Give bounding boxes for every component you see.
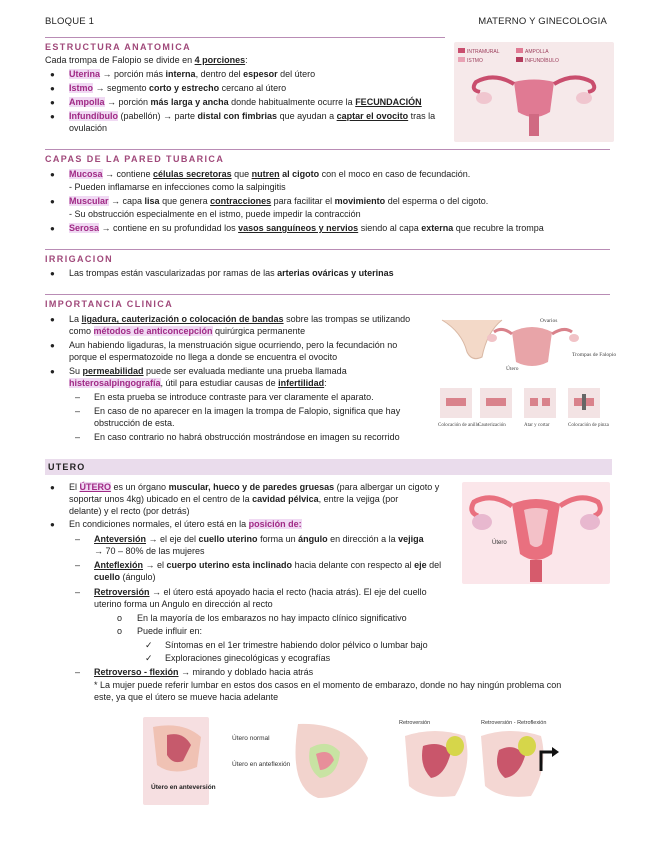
fig-label-retroversion: Retroversión bbox=[399, 720, 431, 726]
s5-note: * La mujer puede referir lumbar en estos dos casos en el momento de embarazo, donde no hay ningún problema con bbox=[94, 680, 562, 690]
bullet-icon: ● bbox=[50, 170, 55, 179]
bullet-icon: ● bbox=[50, 315, 55, 324]
fig-label-utero-main: Útero bbox=[492, 540, 507, 546]
section-rule bbox=[45, 149, 610, 150]
fig-label-ovarios: Ovarios bbox=[540, 318, 558, 324]
fig-label-retroflexion: Retroversión - Retroflexión bbox=[481, 720, 547, 726]
s5-item-posicion: En condiciones normales, el útero está en la posición de: bbox=[69, 519, 302, 529]
bullet-icon: ● bbox=[50, 367, 55, 376]
check-icon: ✓ bbox=[145, 640, 153, 650]
bullet-icon: ● bbox=[50, 269, 55, 278]
s4-dash-2: En caso de no aparecer en la imagen la trompa de Falopio, significa que hay bbox=[94, 406, 401, 416]
s4-dash-1: En esta prueba se introduce contraste para ver claramente el aparato. bbox=[94, 392, 374, 402]
s5-anteflexion: Anteflexión → el cuerpo uterino esta inclinado hacia delante con respecto al eje del bbox=[94, 560, 442, 570]
s2-item-muscular-sub: - Su obstrucción especialmente en el istmo, puede impedir la contracción bbox=[69, 209, 361, 219]
bullet-icon: ● bbox=[50, 98, 55, 107]
fig-label-trompas: Trompas de Falopio bbox=[572, 352, 617, 358]
s4-item-menstruacion: Aun habiendo ligaduras, la menstruación sigue ocurriendo, pero la fecundación no bbox=[69, 340, 398, 350]
s4-item-menstruacion-cont: porque el espermatozoide no llega a donde se encuentra el ovocito bbox=[69, 352, 338, 362]
dash-icon: – bbox=[75, 406, 81, 416]
dash-icon: – bbox=[75, 534, 81, 544]
s5-item-utero-cont: soportar unos 4kg) ubicado en el centro de la cavidad pélvica, entre la vejiga (por bbox=[69, 494, 399, 504]
bullet-icon: ● bbox=[50, 197, 55, 206]
section-title-utero: UTERO bbox=[48, 462, 86, 472]
s4-dash-3: En caso contrario no habrá obstrucción mostrándose en imagen su recorrido bbox=[94, 432, 400, 442]
s5-check-1: Síntomas en el 1er trimestre habiendo dolor pélvico o lumbar bajo bbox=[165, 640, 428, 650]
fig-label-cauterizacion: Cauterización bbox=[478, 423, 506, 428]
s4-item-ligadura: La ligadura, cauterización o colocación de bandas sobre las trompas se utilizando bbox=[69, 314, 411, 324]
s5-anteversion-cont: → 70 – 80% de las mujeres bbox=[94, 546, 205, 556]
dash-icon: – bbox=[75, 432, 81, 442]
retroversion-image bbox=[395, 716, 555, 806]
fig-label-normal: Útero normal bbox=[232, 735, 270, 742]
dash-icon: – bbox=[75, 667, 81, 677]
section-rule bbox=[45, 294, 610, 295]
fig-label-atar: Atar y cortar bbox=[524, 423, 550, 428]
fig-label-utero: Útero bbox=[506, 366, 519, 372]
header-left: BLOQUE 1 bbox=[45, 16, 95, 27]
bullet-icon: ● bbox=[50, 70, 55, 79]
s1-item-istmo: Istmo → segmento corto y estrecho cercano al útero bbox=[69, 83, 287, 93]
s4-item-ligadura-cont: como métodos de anticoncepción quirúrgica permanente bbox=[69, 326, 306, 336]
circle-bullet-icon: o bbox=[117, 626, 123, 636]
s5-anteversion: Anteversión → el eje del cuello uterino forma un ángulo en dirección a la vejiga bbox=[94, 534, 424, 544]
s2-item-mucosa: Mucosa → contiene células secretoras que nutren al cigoto con el moco en caso de fecundación. bbox=[69, 169, 471, 179]
arrow-icon bbox=[538, 744, 560, 772]
legend-ampolla: AMPOLLA bbox=[525, 49, 549, 55]
header-right: MATERNO Y GINECOLOGIA bbox=[478, 16, 607, 27]
bullet-icon: ● bbox=[50, 483, 55, 492]
s1-intro: Cada trompa de Falopio se divide en 4 porciones: bbox=[45, 55, 248, 65]
s4-item-permeabilidad-cont: histerosalpingografía, útil para estudiar causas de infertilidad: bbox=[69, 378, 327, 388]
section-band bbox=[45, 459, 612, 475]
fig-label-pinza: Colocación de pinza bbox=[568, 423, 609, 428]
section-title-capas: CAPAS DE LA PARED TUBARICA bbox=[45, 154, 225, 164]
legend-istmo: ISTMO bbox=[467, 58, 483, 64]
s2-item-muscular: Muscular → capa lisa que genera contracciones para facilitar el movimiento del esperma o del cigoto. bbox=[69, 196, 489, 206]
circle-bullet-icon: o bbox=[117, 613, 123, 623]
dash-icon: – bbox=[75, 587, 81, 597]
s5-retroflexion: Retroverso - flexión → mirando y doblado hacia atrás bbox=[94, 667, 314, 677]
anteversion-image bbox=[143, 717, 216, 805]
s5-retro-sub-2: Puede influir en: bbox=[137, 626, 203, 636]
s1-item-infundibulo: Infundíbulo (pabellón) → parte distal con fimbrias que ayudan a captar el ovocito tras la bbox=[69, 111, 436, 121]
fig-label-anillo: Colocación de anillo bbox=[438, 423, 480, 428]
section-title-importancia: IMPORTANCIA CLINICA bbox=[45, 299, 174, 309]
bullet-icon: ● bbox=[50, 84, 55, 93]
bullet-icon: ● bbox=[50, 224, 55, 233]
section-rule bbox=[45, 249, 610, 250]
s1-item-uterina: Uterina → porción más interna, dentro del espesor del útero bbox=[69, 69, 316, 79]
bullet-icon: ● bbox=[50, 520, 55, 529]
s5-retroversion-cont: uterino forma un Angulo en dirección al recto bbox=[94, 599, 273, 609]
s1-item-infundibulo-cont: ovulación bbox=[69, 123, 108, 133]
s5-check-2: Exploraciones ginecológicas y ecografías bbox=[165, 653, 331, 663]
s1-item-ampolla: Ampolla → porción más larga y ancha donde habitualmente ocurre la FECUNDACIÓN bbox=[69, 97, 422, 107]
anteflexion-image bbox=[228, 718, 376, 804]
fig-label-anteversion: Útero en anteversión bbox=[151, 784, 216, 791]
s5-note-cont: este, ya que el útero se mueve hacia adelante bbox=[94, 692, 279, 702]
check-icon: ✓ bbox=[145, 653, 153, 663]
legend-infundibulo: INFUNDÍBULO bbox=[525, 58, 559, 64]
uterus-image bbox=[462, 482, 610, 584]
sterilization-methods-image bbox=[432, 312, 617, 442]
section-title-irrigacion: IRRIGACION bbox=[45, 254, 113, 264]
s5-item-utero: El ÚTERO es un órgano muscular, hueco y de paredes gruesas (para albergar un cigoto y bbox=[69, 482, 440, 492]
section-rule bbox=[45, 37, 445, 38]
s5-anteflexion-cont: cuello (ángulo) bbox=[94, 572, 156, 582]
s2-item-mucosa-sub: - Pueden inflamarse en infecciones como la salpingitis bbox=[69, 182, 286, 192]
dash-icon: – bbox=[75, 392, 81, 402]
s3-item: Las trompas están vascularizadas por ramas de las arterias ováricas y uterinas bbox=[69, 268, 394, 278]
s5-retroversion: Retroversión → el útero está apoyado hacia el recto (hacia atrás). El eje del cuello bbox=[94, 587, 427, 597]
fig-label-anteflexion: Útero en anteflexión bbox=[232, 761, 291, 768]
s5-retro-sub-1: En la mayoría de los embarazos no hay impacto clínico significativo bbox=[137, 613, 407, 623]
s2-item-serosa: Serosa → contiene en su profundidad los vasos sanguíneos y nervios siendo al capa externa que recubre la trompa bbox=[69, 223, 544, 233]
fallopian-anatomy-image bbox=[454, 42, 614, 142]
section-title-estructura: ESTRUCTURA ANATOMICA bbox=[45, 42, 191, 52]
s4-dash-2-cont: obstrucción de esta. bbox=[94, 418, 175, 428]
legend-intramural: INTRAMURAL bbox=[467, 49, 500, 55]
bullet-icon: ● bbox=[50, 341, 55, 350]
dash-icon: – bbox=[75, 560, 81, 570]
bullet-icon: ● bbox=[50, 112, 55, 121]
s4-item-permeabilidad: Su permeabilidad puede ser evaluada mediante una prueba llamada bbox=[69, 366, 347, 376]
s5-item-utero-cont2: delante) y el recto (por detrás) bbox=[69, 506, 190, 516]
